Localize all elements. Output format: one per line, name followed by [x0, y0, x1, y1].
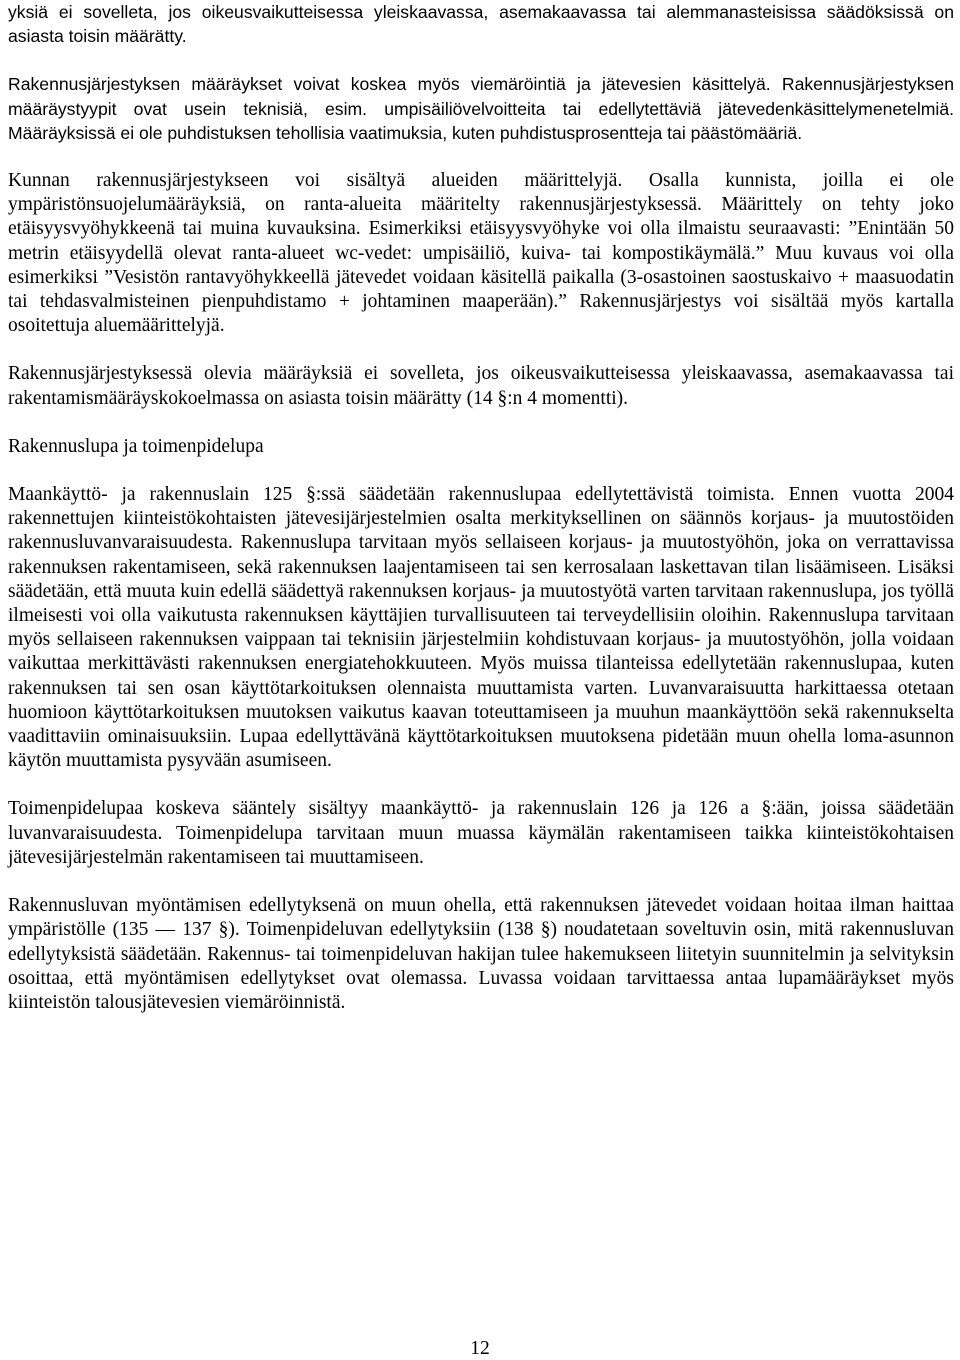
- paragraph-gap: [8, 338, 954, 362]
- document-page: [8, 0, 954, 1015]
- paragraph-gap: [8, 48, 954, 72]
- page-number: 12: [470, 1338, 490, 1359]
- paragraph-gap: [8, 459, 954, 483]
- section-heading: Rakennuslupa ja toimenpidelupa: [8, 435, 264, 457]
- paragraph-gap: [8, 773, 954, 797]
- paragraph-gap: [8, 870, 954, 894]
- paragraph-gap: [8, 145, 954, 169]
- paragraph-area-definitions: Kunnan rakennusjärjestykseen voi sisältyä alueiden määrittelyjä. Osalla kunnista, joilla ei ole ympäristönsuojelumääräyksiä, on ranta-alueita määritelty rakennusjärjestyksessä. Määrittely on tehty joko etäisyysvyöhykkeenä tai muina kuvauksina. Esimerkiksi etäisyysvyöhyke voi olla ilmaistu seuraavasti: ”Enintään 50 metrin etäisyydellä olevat ranta-alueet wc-vedet: umpisäiliö, kuiva- tai kompostikäymälä.” Muu kuvaus voi olla esimerkiksi ”Vesistön rantavyöhykkeellä jätevedet voidaan käsitellä paikalla (3-osastoinen saostuskaivo + maasuodatin tai tehdasvalmisteinen pienpuhdistamo + johtaminen maaperään).” Rakennusjärjestys voi sisältää myös kartalla osoitettuja aluemäärittelyjä.: [8, 170, 954, 337]
- paragraph-continuation: yksiä ei sovelleta, jos oikeusvaikutteisessa yleiskaavassa, asemakaavassa tai alemmanasteisissa säädöksissä on asiasta toisin määrätty.: [8, 2, 954, 47]
- paragraph-action-permit: Toimenpidelupaa koskeva sääntely sisältyy maankäyttö- ja rakennuslain 126 ja 126 a §:ään, joissa säädetään luvanvaraisuudesta. Toimenpidelupa tarvitaan muun muassa käymälän rakentamiseen taikka kiinteistökohtaisen jätevesijärjestelmän rakentamiseen tai muuttamiseen.: [8, 798, 954, 868]
- paragraph-gap: [8, 411, 954, 435]
- paragraph-sewer-regulations: Rakennusjärjestyksen määräykset voivat koskea myös viemäröintiä ja jätevesien käsittelyä. Rakennusjärjestyksen määräystyypit ovat usein teknisiä, esim. umpisäiliövelvoitteita tai edellytettäviä jätevedenkäsittelymenetelmiä. Määräyksissä ei ole puhdistuksen tehollisia vaatimuksia, kuten puhdistusprosentteja tai päästömääriä.: [8, 74, 954, 143]
- paragraph-permit-conditions: Rakennusluvan myöntämisen edellytyksenä on muun ohella, että rakennuksen jätevedet voidaan hoitaa ilman haittaa ympäristölle (135 — 137 §). Toimenpideluvan edellytyksiin (138 §) noudatetaan soveltuvin osin, mitä rakennusluvan edellytyksistä säädetään. Rakennus- tai toimenpideluvan hakijan tulee hakemukseen liitetyin suunnitelmin ja selvityksin osoittaa, että myöntämisen edellytykset ovat olemassa. Luvassa voidaan tarvittaessa antaa lupamääräykset myös kiinteistön talousjätevesien viemäröinnistä.: [8, 895, 954, 1013]
- paragraph-regulation-scope: Rakennusjärjestyksessä olevia määräyksiä ei sovelleta, jos oikeusvaikutteisessa yleiskaavassa, asemakaavassa tai rakentamismääräyskokoelmassa on asiasta toisin määrätty (14 §:n 4 momentti).: [8, 363, 954, 409]
- paragraph-building-permit: Maankäyttö- ja rakennuslain 125 §:ssä säädetään rakennuslupaa edellytettävistä toimista. Ennen vuotta 2004 rakennettujen kiinteistökohtaisten jätevesijärjestelmien osalta merkityksellinen on säännös korjaus- ja muutostöiden rakennusluvanvaraisuudesta. Rakennuslupa tarvitaan myös sellaiseen korjaus- ja muutostyöhön, joka on verrattavissa rakennuksen rakentamiseen, sekä rakennuksen laajentamiseen tai sen kerrosalaan laskettavan tilan lisäämiseen. Lisäksi säädetään, että muuta kuin edellä säädettyä rakennuksen korjaus- ja muutostyötä varten tarvitaan rakennuslupa, jos työllä ilmeisesti voi olla vaikutusta rakennuksen käyttäjien turvallisuuteen tai terveydellisiin oloihin. Rakennuslupa tarvitaan myös sellaiseen rakennuksen vaippaan tai teknisiin järjestelmiin kohdistuvaan korjaus- ja muutostyöhön, jolla voidaan vaikuttaa merkittävästi rakennuksen energiatehokkuuteen. Myös muissa tilanteissa edellytetään rakennuslupaa, kuten rakennuksen tai sen osan käyttötarkoituksen olennaista muuttamista varten. Luvanvaraisuutta harkittaessa otetaan huomioon käyttötarkoituksen muutoksen vaikutus kaavan toteuttamiseen ja muuhun maankäyttöön sekä rakennukselta vaadittaviin ominaisuuksiin. Lupaa edellyttävänä käyttötarkoituksen muutoksena pidetään muun ohella loma-asunnon käytön muuttamista pysyvään asumiseen.: [8, 484, 954, 772]
